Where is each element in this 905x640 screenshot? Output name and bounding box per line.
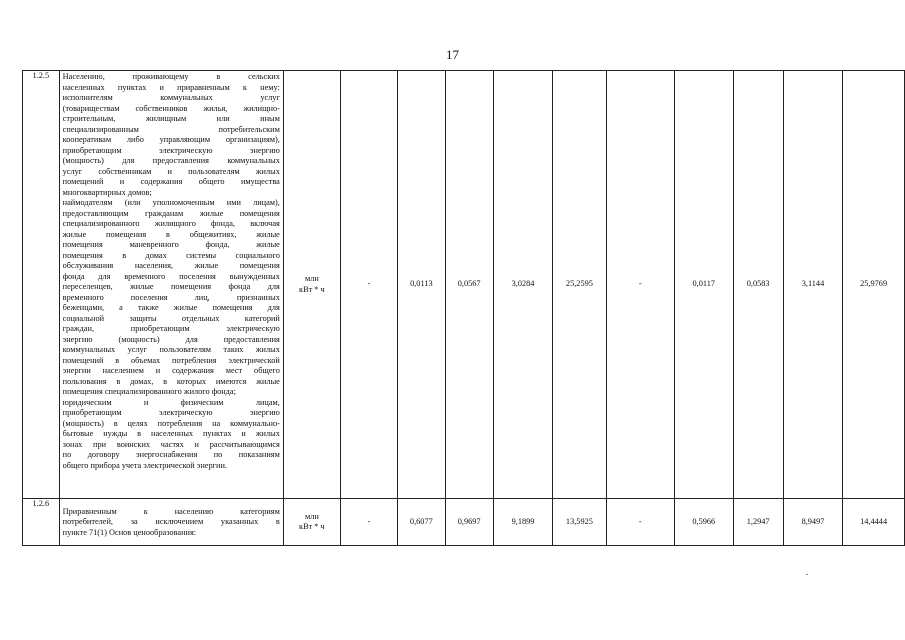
description-line: коммунальных услуг пользователям таких жилых bbox=[62, 345, 280, 354]
description-line: Приравненным к населению категориям bbox=[62, 506, 280, 516]
description-line: общего прибора учета электрической энергии. bbox=[62, 460, 227, 470]
description-line: помещений и содержания общего имущества bbox=[62, 177, 280, 186]
description-line: исполнителям коммунальных услуг bbox=[62, 93, 280, 102]
value-cell: 0,0117 bbox=[675, 71, 734, 499]
unit-line: кВт * ч bbox=[299, 284, 325, 294]
value-cell: 25,9769 bbox=[843, 71, 905, 499]
description-line: жилые помещения в общежитиях, жилые bbox=[62, 229, 280, 239]
scan-speck bbox=[806, 574, 808, 575]
description-line: многоквартирных домов; bbox=[62, 187, 152, 197]
table-row bbox=[23, 71, 905, 499]
value-cell: 3,0284 bbox=[493, 71, 553, 499]
description-line: кооперативам либо управляющим организациям), bbox=[62, 135, 280, 144]
description-line: (мощность) в целях потребления на коммунально- bbox=[62, 418, 280, 428]
value-cell: 9,1899 bbox=[493, 499, 553, 546]
description-line: обслуживания населения, жилые помещения bbox=[62, 261, 280, 270]
description-line: приобретающим электрическую энергию bbox=[62, 408, 280, 417]
description-line: юридическим и физическим лицам, bbox=[62, 397, 280, 407]
unit-line: млн bbox=[304, 274, 319, 283]
value-cell: 1,2947 bbox=[733, 499, 783, 546]
description-line: временного поселения лиц, признанных bbox=[62, 292, 280, 302]
value-cell: 13,5925 bbox=[553, 499, 606, 546]
description-line: помещения маневренного фонда, жилые bbox=[62, 240, 280, 249]
description-line: услуг собственникам и пользователям жилых bbox=[62, 166, 280, 176]
description-line: (товариществам собственников жилья, жилищно- bbox=[62, 103, 280, 113]
description-line: пользования в домах, в которых имеются жилые bbox=[62, 376, 280, 386]
description-line: энергию (мощность) для предоставления bbox=[62, 334, 280, 344]
value-cell: - bbox=[340, 499, 397, 546]
unit-line: кВт * ч bbox=[299, 522, 325, 531]
description-line: помещения специализированного жилого фонда; bbox=[62, 387, 236, 396]
description-line: приобретающим электрическую энергию bbox=[62, 145, 280, 155]
description-line: специализированного жилищного фонда, включая bbox=[62, 219, 280, 228]
unit-cell bbox=[283, 499, 340, 546]
description-line: переселенцев, жилые помещения фонда для bbox=[62, 282, 280, 291]
value-cell: 0,0113 bbox=[398, 71, 445, 499]
row-description bbox=[59, 499, 283, 546]
description-line: беженцами, а также жилые помещения для bbox=[62, 303, 280, 312]
description-line: строительным, жилищным или иным bbox=[62, 114, 280, 123]
value-cell: 0,6077 bbox=[398, 499, 445, 546]
row-number: 1.2.5 bbox=[23, 71, 60, 499]
description-line: фонда для временного поселения вынужденных bbox=[62, 271, 280, 281]
description-line: социальной защиты отдельных категорий bbox=[62, 313, 280, 323]
table-row bbox=[23, 499, 905, 546]
value-cell: - bbox=[340, 71, 397, 499]
value-cell: 0,9697 bbox=[445, 499, 493, 546]
description-line: бытовые нужды в населенных пунктах и жилых bbox=[62, 429, 280, 438]
value-cell: 0,0583 bbox=[733, 71, 783, 499]
value-cell: - bbox=[606, 71, 674, 499]
description-line: населенных пунктах и приравненным к нему: bbox=[62, 82, 280, 92]
unit-cell bbox=[283, 71, 340, 499]
description-line: граждан, приобретающим электрическую bbox=[62, 324, 280, 333]
description-line: помещения в домах системы социального bbox=[62, 250, 280, 260]
row-number: 1.2.6 bbox=[23, 499, 60, 546]
value-cell: 0,0567 bbox=[445, 71, 493, 499]
description-line: зонах при воинских частях и рассчитывающимся bbox=[62, 439, 280, 449]
description-line: Населению, проживающему в сельских bbox=[62, 72, 280, 81]
value-cell: 3,1144 bbox=[783, 71, 843, 499]
description-line: пункте 71(1) Основ ценообразования: bbox=[62, 527, 197, 537]
value-cell: 8,9497 bbox=[783, 499, 843, 546]
value-cell: 14,4444 bbox=[843, 499, 905, 546]
tariff-table bbox=[22, 70, 905, 546]
value-cell: 0,5966 bbox=[675, 499, 734, 546]
value-cell: 25,2595 bbox=[553, 71, 606, 499]
row-description bbox=[59, 71, 283, 499]
value-cell: - bbox=[606, 499, 674, 546]
unit-line: млн bbox=[304, 511, 319, 521]
description-line: (мощность) для предоставления коммунальных bbox=[62, 156, 280, 165]
page-number: 17 bbox=[446, 47, 459, 62]
description-line: помещений в объемах потребления электрической bbox=[62, 355, 280, 365]
description-line: по договору энергоснабжения по показаниям bbox=[62, 450, 280, 459]
description-line: потребителей, за исключением указанных в bbox=[62, 517, 280, 527]
description-line: наймодателям (или уполномоченным ими лицам), bbox=[62, 198, 280, 207]
description-line: предоставляющим гражданам жилые помещения bbox=[62, 208, 280, 218]
description-line: специализированным потребительским bbox=[62, 124, 280, 134]
description-line: энергии населением и содержания мест общего bbox=[62, 366, 280, 375]
